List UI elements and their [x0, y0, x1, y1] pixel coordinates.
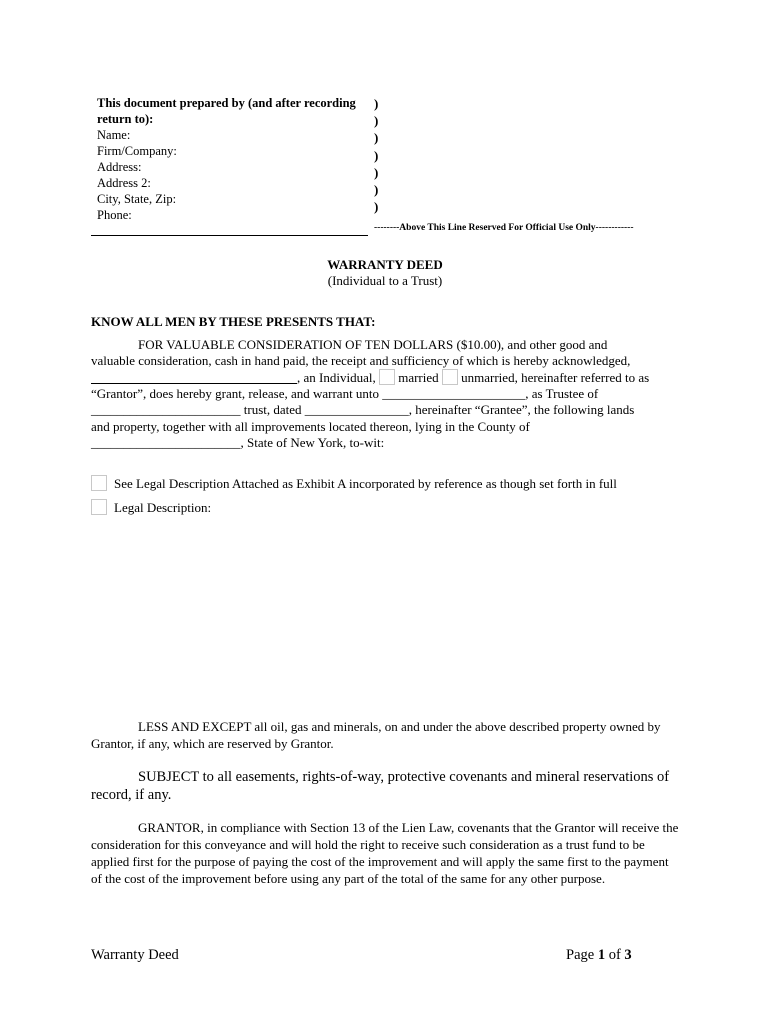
paren-column [374, 95, 378, 215]
page-number: 1 [597, 947, 606, 963]
married-label: married [398, 370, 439, 385]
lien-law-paragraph: GRANTOR, in compliance with Section 13 of the Lien Law, covenants that the Grantor will receive the consideration for this conveyance and will hold the right to receive such consideration as a trust fund to be applied first for the purpose of paying the cost of the improvement and will apply the same first to the payment of the cost of the improvement before using any part of the total of the same for any other purpose. [91, 820, 679, 886]
exhibit-option [91, 475, 617, 492]
field-name: Name: [97, 128, 131, 142]
paren: ) [374, 113, 379, 129]
paren: ) [374, 147, 379, 163]
legal-description-checkbox[interactable] [91, 499, 107, 515]
subject-to-paragraph: SUBJECT to all easements, rights-of-way, protective covenants and mineral reservations of record, if any. [91, 769, 670, 803]
document-title: WARRANTY DEED [327, 257, 443, 272]
unmarried-checkbox[interactable] [442, 369, 458, 385]
of-label: of [608, 947, 621, 963]
paren: ) [374, 164, 379, 180]
field-phone: Phone: [97, 208, 132, 222]
page-label: Page [566, 947, 595, 963]
paren: ) [374, 182, 379, 198]
paren: ) [374, 199, 379, 215]
return-to-label: return to): [97, 112, 154, 126]
field-firm: Firm/Company: [97, 144, 177, 158]
property-line: and property, together with all improvements located thereon, lying in the County of [91, 419, 530, 434]
married-checkbox[interactable] [379, 369, 395, 385]
consideration-line-1: FOR VALUABLE CONSIDERATION OF TEN DOLLARS ($10.00), and other good and [138, 337, 608, 352]
page-indicator [566, 947, 632, 964]
legal-description-option [91, 499, 211, 516]
know-all-heading: KNOW ALL MEN BY THESE PRESENTS THAT: [91, 314, 376, 329]
individual-label: , an Individual, [297, 370, 376, 385]
official-use-line: --------Above This Line Reserved For Official Use Only------------ [374, 223, 634, 233]
exhibit-checkbox[interactable] [91, 475, 107, 491]
field-city-state-zip: City, State, Zip: [97, 192, 177, 206]
field-address2: Address 2: [97, 176, 151, 190]
less-and-except-paragraph: LESS AND EXCEPT all oil, gas and minerals, on and under the above described property owned by Grantor, if any, which are reserved by Grantor. [91, 719, 661, 751]
paren: ) [374, 96, 379, 111]
grantor-grant-line: “Grantor”, does hereby grant, release, and warrant unto ______________________, as Trustee of [91, 386, 599, 401]
document-subtitle: (Individual to a Trust) [327, 273, 443, 288]
paren: ) [374, 130, 379, 146]
trust-line: _______________________ trust, dated ________________, hereinafter “Grantee”, the following lands [91, 402, 635, 417]
preparer-block [97, 95, 367, 223]
prepared-by-label: This document prepared by (and after recording [97, 96, 356, 110]
county-line: _______________________, State of New York, to-wit: [91, 435, 385, 450]
consideration-line-2: valuable consideration, cash in hand paid, the receipt and sufficiency of which is hereby acknowledged, [91, 353, 631, 368]
grantor-line [91, 369, 679, 387]
header-divider [91, 235, 368, 236]
footer-doc-title: Warranty Deed [91, 947, 179, 963]
field-address: Address: [97, 160, 142, 174]
exhibit-label: See Legal Description Attached as Exhibit A incorporated by reference as though set forth in full [114, 476, 617, 491]
legal-description-label: Legal Description: [114, 500, 212, 515]
unmarried-label: unmarried, hereinafter referred to as [461, 370, 650, 385]
page-total: 3 [624, 947, 632, 963]
grantor-name-blank[interactable] [91, 371, 297, 384]
